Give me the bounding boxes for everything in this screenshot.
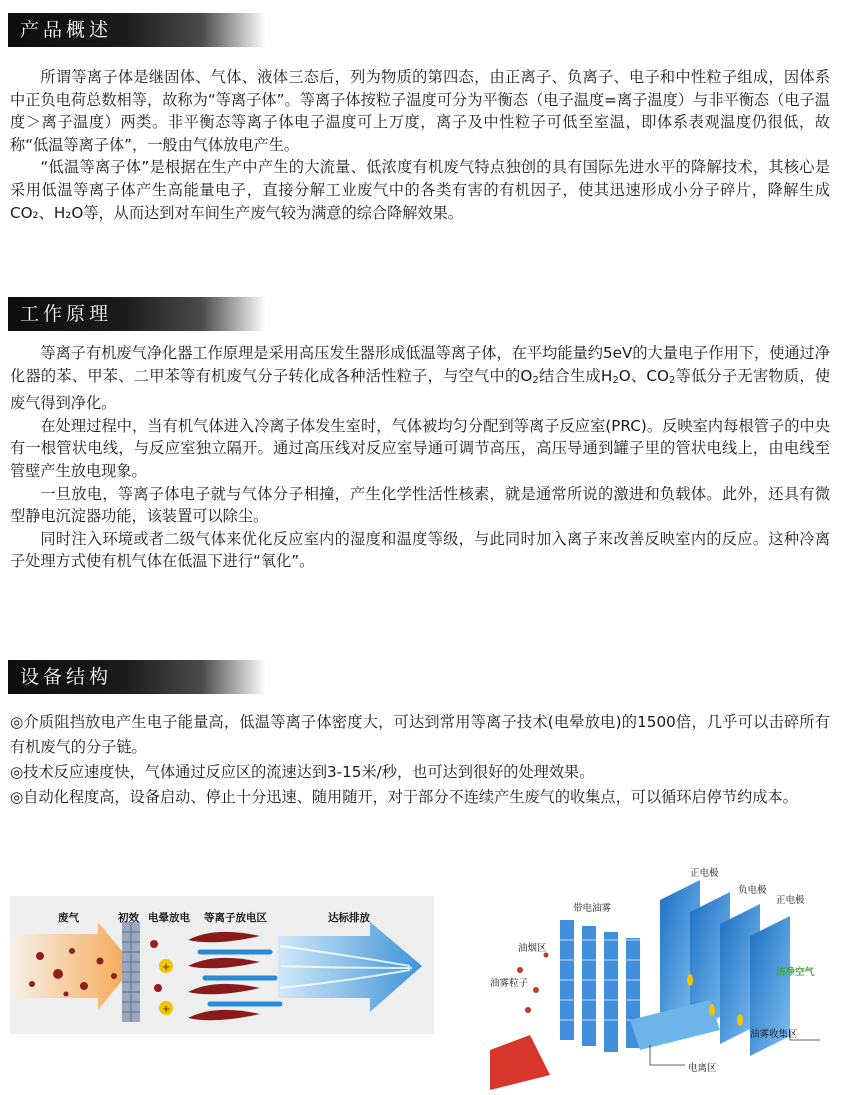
label-clean-air: 洁净空气 <box>776 967 815 978</box>
label-plasma-zone: 等离子放电区 <box>204 912 267 924</box>
label-ion-zone: 电离区 <box>688 1063 717 1074</box>
overview-text <box>10 66 830 224</box>
overview-paragraph-2: “低温等离子体”是根据在生产中产生的大流量、低浓度有机废气特点独创的具有国际先进水平的降解技术，其核心是采用低温等离子体产生高能量电子，直接分解工业废气中的各类有害的有机因子，使其迅速形成小分子碎片，降解生成CO₂、H₂O等，从而达到对车间生产废气较为满意的综合降解效果。 <box>10 158 830 222</box>
principle-paragraph-2: 在处理过程中，当有机气体进入冷离子体发生室时，气体被均匀分配到等离子反应室(PRC)。反映室内每根管子的中央有一根管状电线，与反应室独立隔开。通过高压线对反应室导通可调节高压，高压导通到罐子里的管状电线上，由电线至管壁产生放电现象。 <box>10 416 830 480</box>
principle-paragraph-1: 等离子有机废气净化器工作原理是采用高压发生器形成低温等离子体，在平均能量约5eV的大量电子作用下，使通过净化器的苯、甲苯、二甲苯等有机废气分子转化成各种活性粒子，与空气中的$O_2$结合生成$H_2O$、$CO_2$等低分子无害物质，使废气得到净化。 <box>10 344 831 413</box>
svg-text:+: + <box>162 1004 171 1015</box>
section-title-principle: 工作原理 <box>8 297 266 331</box>
label-primary-filter: 初效 <box>118 912 139 924</box>
principle-paragraph-4: 同时注入环境或者二级气体来优化反应室内的湿度和温度等级，与此同时加入离子来改善反映室内的反应。这种冷离子处理方式使有机气体在低温下进行“氧化”。 <box>10 529 830 571</box>
svg-text:+: + <box>162 962 171 973</box>
label-smoke-zone: 油烟区 <box>518 943 547 954</box>
section-title-structure: 设备结构 <box>8 660 266 694</box>
structure-list <box>10 710 830 810</box>
label-positive-electrode-1: 正电极 <box>690 868 719 879</box>
smoke-inlet <box>490 1035 550 1090</box>
label-corona: 电晕放电 <box>148 912 190 924</box>
label-mist-particle: 油雾粒子 <box>490 978 529 989</box>
primary-filter <box>122 922 140 1022</box>
label-charged-mist: 带电油雾 <box>573 903 612 914</box>
corona-particles <box>150 940 173 1015</box>
label-negative-electrode: 负电极 <box>738 885 767 896</box>
structure-item-3: ◎自动化程度高，设备启动、停止十分迅速、随用随开，对于部分不连续产生废气的收集点，可以循环启停节约成本。 <box>10 788 798 806</box>
plasma-electrodes <box>188 932 280 1020</box>
waste-gas-arrow <box>10 922 134 1010</box>
label-collect-zone: 油雾收集区 <box>750 1029 798 1040</box>
section-title-overview: 产品概述 <box>8 13 266 47</box>
overview-paragraph-1: 所谓等离子体是继固体、气体、液体三态后，列为物质的第四态，由正离子、负离子、电子和中性粒子组成，因体系中正负电荷总数相等，故称为“等离子体”。等离子体按粒子温度可分为平衡态（电子温度=离子温度）与非平衡态（电子温度＞离子温度）两类。非平衡态等离子体电子温度可上万度，离子及中性粒子可低至室温，即体系表观温度仍很低，故称“低温等离子体”，一般由气体放电产生。 <box>10 68 830 154</box>
principle-text <box>10 342 830 573</box>
purification-flow-diagram <box>10 896 434 1034</box>
electrode-structure-diagram <box>490 860 840 1090</box>
principle-paragraph-3: 一旦放电，等离子体电子就与气体分子相撞，产生化学性活性核素，就是通常所说的激进和负载体。此外，还具有微型静电沉淀器功能，该装置可以除尘。 <box>10 484 830 526</box>
label-waste-gas: 废气 <box>58 912 79 924</box>
label-discharge: 达标排放 <box>328 912 370 924</box>
structure-item-1: ◎介质阻挡放电产生电子能量高，低温等离子体密度大，可达到常用等离子技术(电晕放电)的1500倍，几乎可以击碎所有有机废气的分子链。 <box>10 713 830 756</box>
label-positive-electrode-2: 正电极 <box>776 895 805 906</box>
structure-item-2: ◎技术反应速度快，气体通过反应区的流速达到3-15米/秒，也可达到很好的处理效果。 <box>10 763 595 781</box>
